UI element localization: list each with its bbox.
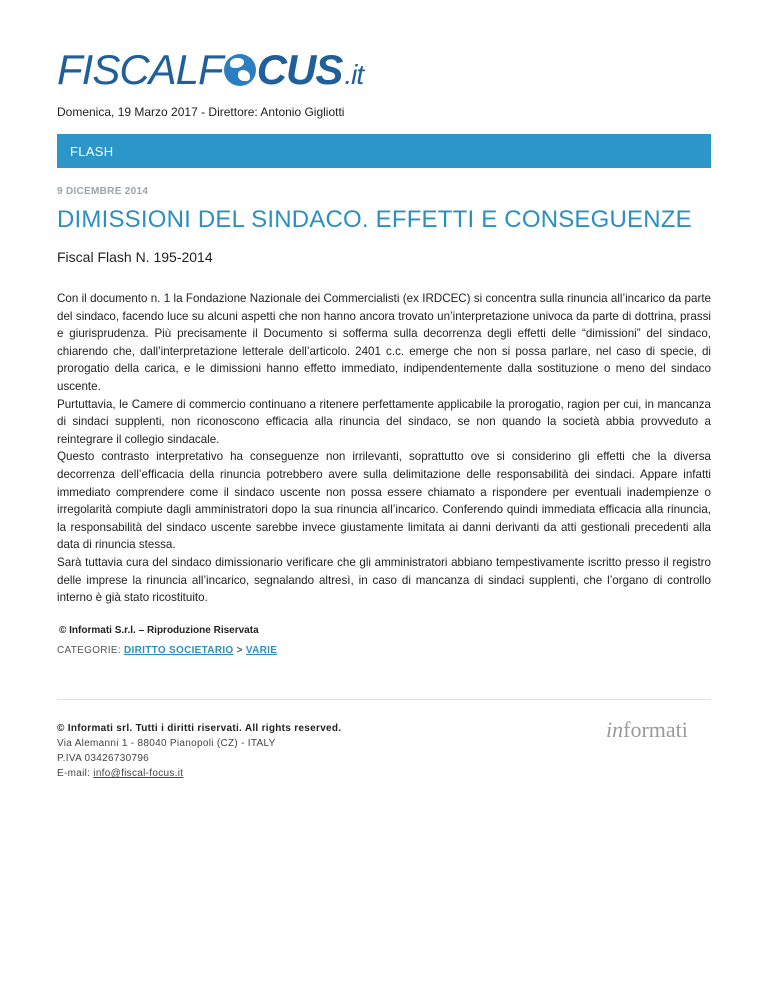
paragraph: Con il documento n. 1 la Fondazione Nazionale dei Commercialisti (ex IRDCEC) si concentra sulla rinuncia all’incarico da parte del sindaco, facendo luce su alcuni aspetti che non hanno ancora trovato un’interpretazione univoca da parte di dottrina, prassi e giurisprudenza. Più precisamente il Documento si sofferma sulla decorrenza degli effetti delle “dimissioni” del sindaco, chiarendo che, dall’interpretazione letterale dell’articolo. 2401 c.c. emerge che non si possa parlare, nel caso di specie, di prorogatio della carica, e le dimissioni hanno effetto immediato, indipendentemente dalla sostituzione o meno del sindaco uscente. xyxy=(57,292,711,393)
article-title: DIMISSIONI DEL SINDACO. EFFETTI E CONSEGUENZE xyxy=(57,206,692,233)
article-copyright: © Informati S.r.l. – Riproduzione Riservata xyxy=(59,625,259,636)
categories-label: CATEGORIE: xyxy=(57,645,121,656)
logo-text-part2: CUS xyxy=(256,45,343,93)
informati-logo-prefix: in xyxy=(606,717,624,742)
footer-address: Via Alemanni 1 - 88040 Pianopoli (CZ) - ITALY xyxy=(57,738,276,749)
categories xyxy=(57,645,277,656)
section-bar xyxy=(57,134,711,168)
footer-email-line xyxy=(57,766,341,781)
footer-email-link[interactable]: info@fiscal-focus.it xyxy=(93,768,184,779)
article-body xyxy=(57,290,711,607)
informati-logo[interactable] xyxy=(606,717,688,743)
globe-icon xyxy=(224,54,256,86)
dateline: Domenica, 19 Marzo 2017 - Direttore: Antonio Gigliotti xyxy=(57,105,345,119)
section-label: FLASH xyxy=(70,144,114,159)
informati-logo-rest: formati xyxy=(623,717,688,742)
footer-copyright: © Informati srl. Tutti i diritti riservati. All rights reserved. xyxy=(57,723,342,734)
footer-vat: P.IVA 03426730796 xyxy=(57,753,150,764)
article-subtitle: Fiscal Flash N. 195-2014 xyxy=(57,249,213,265)
category-link-diritto-societario[interactable]: DIRITTO SOCIETARIO xyxy=(124,645,234,656)
category-link-varie[interactable]: VARIE xyxy=(245,645,278,656)
paragraph: Purtuttavia, le Camere di commercio continuano a ritenere perfettamente applicabile la prorogatio, ragion per cui, in mancanza di sindaci supplenti, non riconoscono efficacia alla rinuncia del sindaco, se non quando la società abbia provveduto a reintegrare il collegio sindacale. xyxy=(57,397,711,446)
logo-text-suffix: .it xyxy=(344,58,364,90)
site-logo[interactable] xyxy=(57,45,364,94)
logo-text-part1: FISCALF xyxy=(57,45,223,93)
footer xyxy=(57,721,341,781)
paragraph: Questo contrasto interpretativo ha conseguenze non irrilevanti, soprattutto ove si considerino gli effetti che la diversa decorrenza dell’efficacia della rinuncia potrebbero avere sulla delimitazione delle responsabilità dei sindaci. Appare infatti immediato comprendere come il sindaco uscente non possa essere chiamato a rispondere per eventuali inadempienze o irregolarità compiute dagli amministratori dopo la sua rinuncia all’incarico. Conferendo quindi immediata efficacia alla rinuncia, la responsabilità del sindaco uscente sarebbe invece giustamente limitata ai danni derivanti da atti gestionali precedenti alla data di rinuncia stessa. xyxy=(57,450,711,552)
footer-divider xyxy=(57,699,711,700)
article-date: 9 DICEMBRE 2014 xyxy=(57,186,149,197)
paragraph: Sarà tuttavia cura del sindaco dimissionario verificare che gli amministratori abbiano tempestivamente iscritto presso il registro delle imprese la rinuncia all’incarico, segnalando altresì, in caso di mancanza di sindaci supplenti, che l’organo di controllo interno è già stato ricostituito. xyxy=(57,555,711,605)
category-separator: > xyxy=(236,645,243,656)
footer-email-label: E-mail: xyxy=(57,768,94,779)
